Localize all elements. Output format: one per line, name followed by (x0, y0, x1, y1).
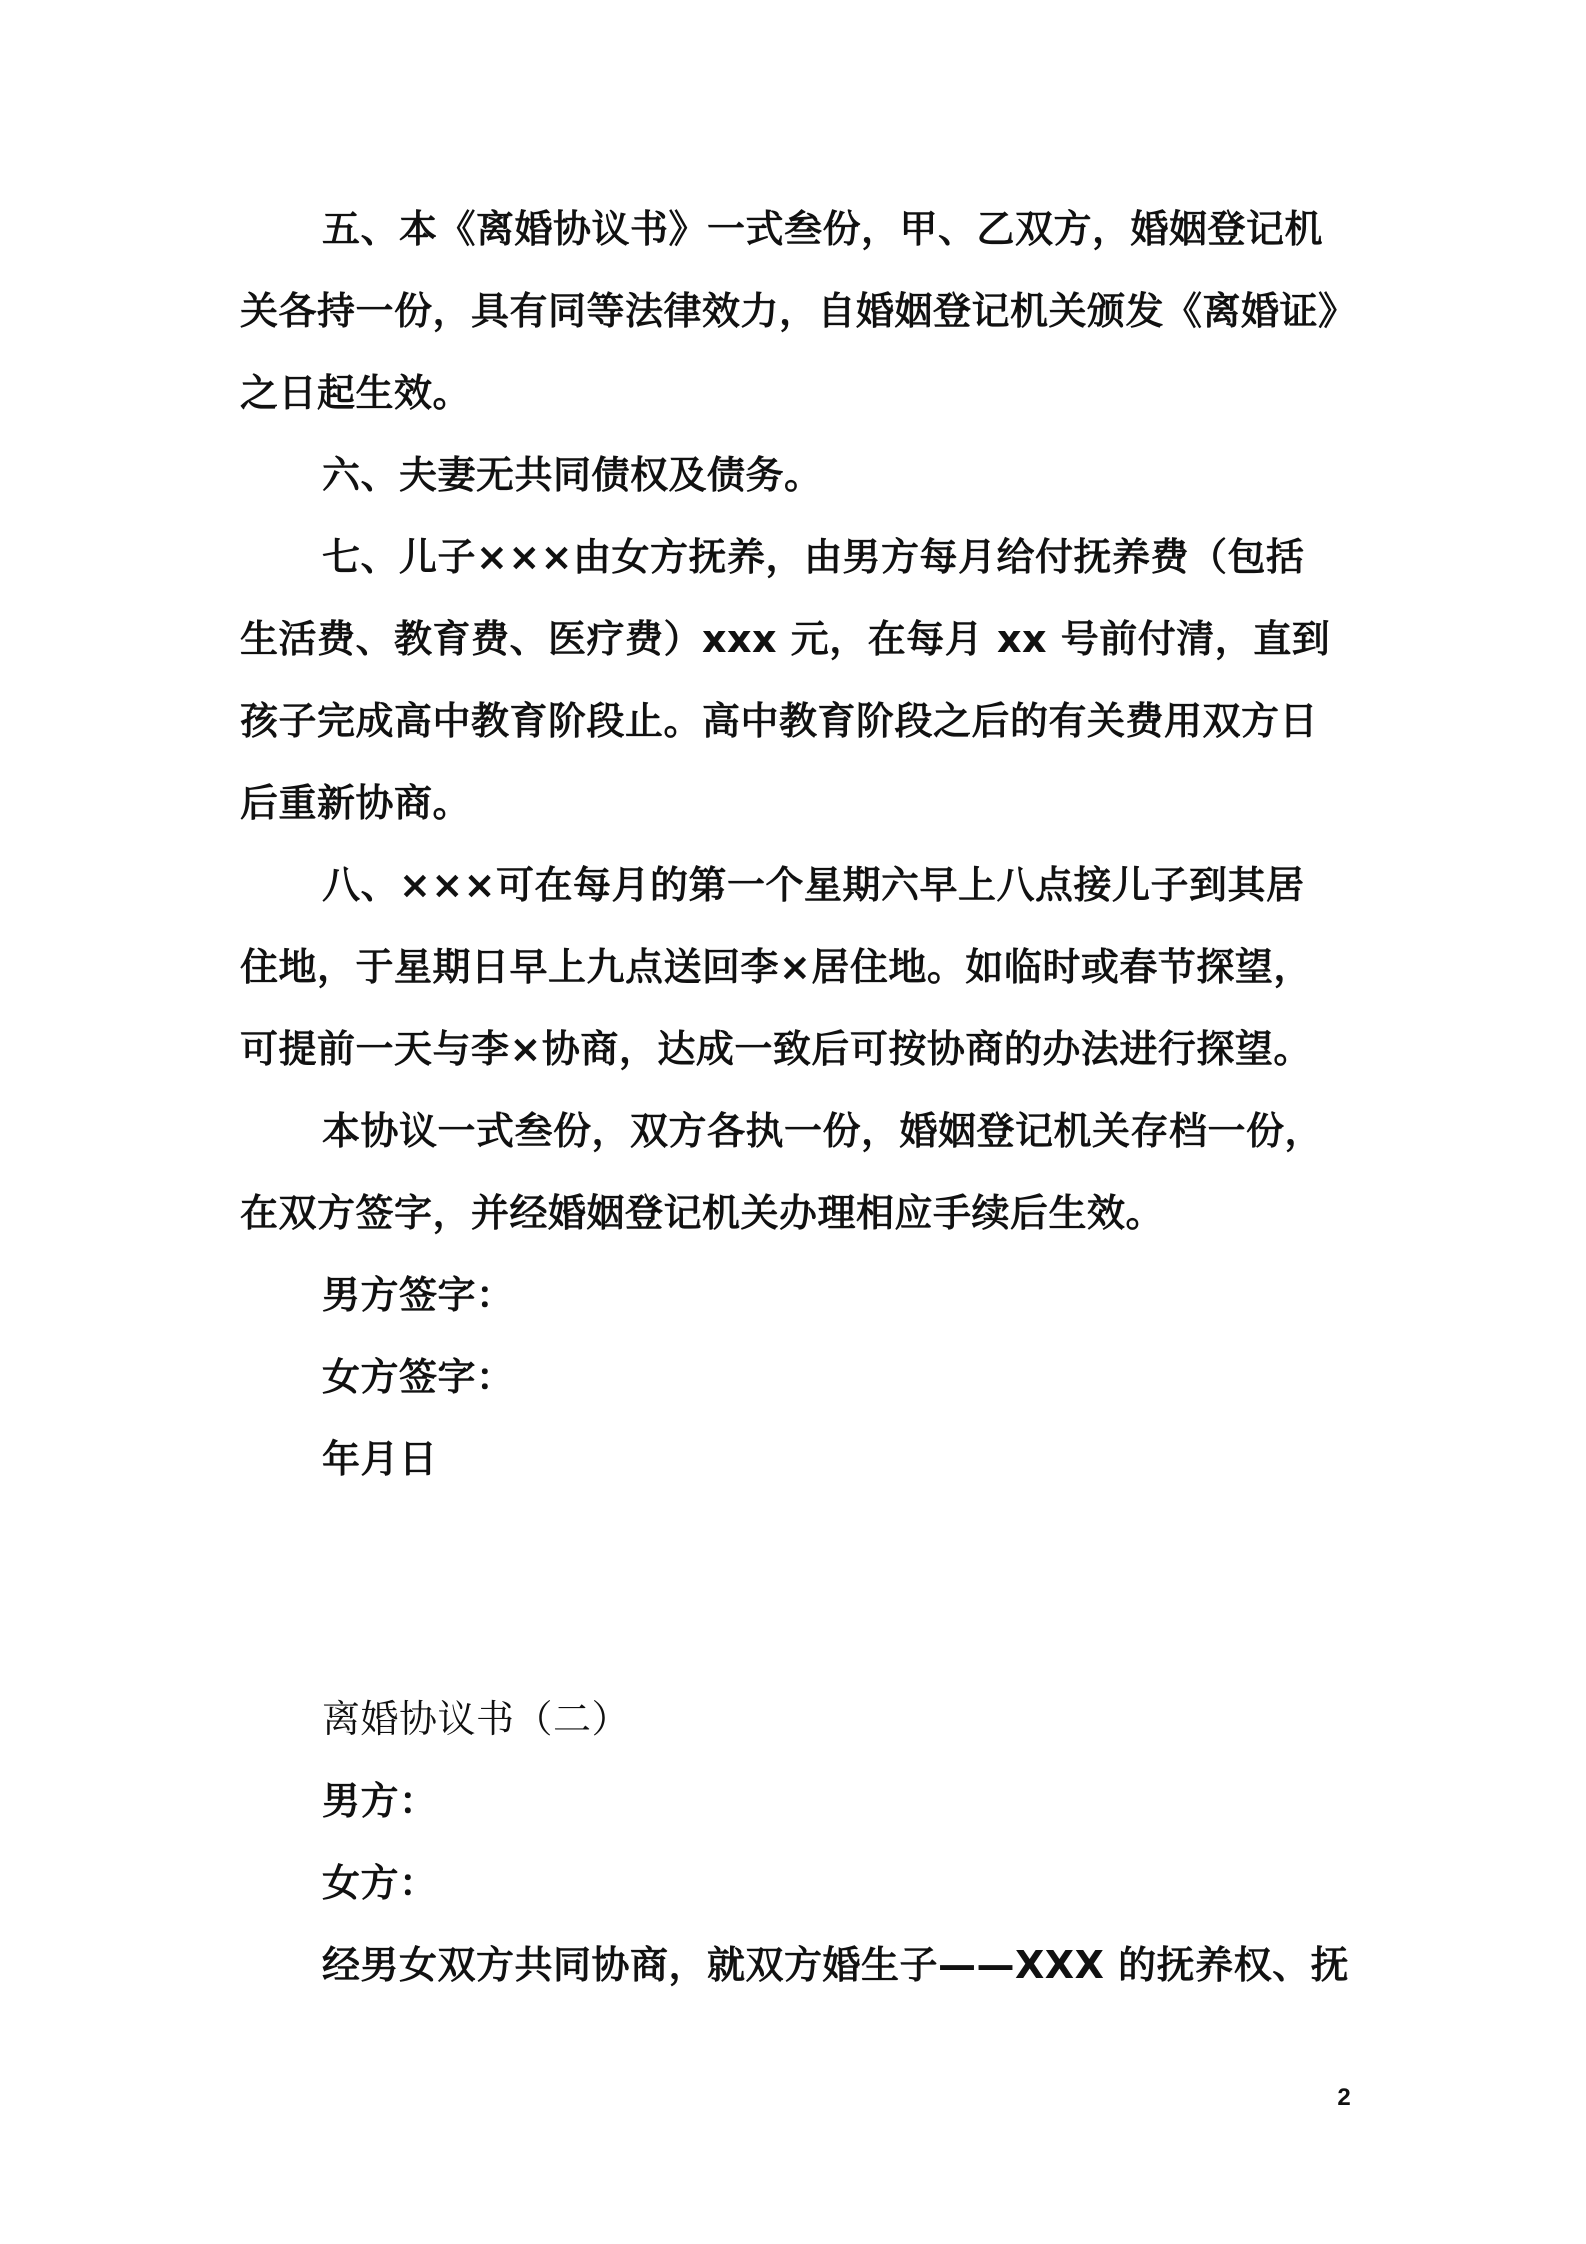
clause-seven-line-4: 后重新协商。 (240, 781, 472, 825)
clause-five-line-2: 关各持一份，具有同等法律效力，自婚姻登记机关颁发《离婚证》 (240, 289, 1357, 333)
clause-five-line-1: 五、本《离婚协议书》一式叁份，甲、乙双方，婚姻登记机 (322, 207, 1324, 251)
custody-agreement-intro: 经男女双方共同协商，就双方婚生子——XXX 的抚养权、抚 (322, 1943, 1350, 1987)
clause-seven-line-3: 孩子完成高中教育阶段止。高中教育阶段之后的有关费用双方日 (240, 699, 1319, 743)
clause-eight-line-2: 住地，于星期日早上九点送回李×居住地。如临时或春节探望， (240, 945, 1312, 989)
clause-eight-line-3: 可提前一天与李×协商，达成一致后可按协商的办法进行探望。 (240, 1027, 1312, 1071)
page-number: 2 (1337, 2084, 1351, 2111)
clause-five-line-3: 之日起生效。 (240, 371, 472, 415)
closing-clause-line-1: 本协议一式叁份，双方各执一份，婚姻登记机关存档一份， (322, 1109, 1324, 1153)
clause-eight-line-1: 八、×××可在每月的第一个星期六早上八点接儿子到其居 (322, 863, 1305, 907)
clause-seven-line-2: 生活费、教育费、医疗费）xxx 元，在每月 xx 号前付清，直到 (240, 617, 1331, 661)
date-label: 年月日 (322, 1437, 438, 1481)
female-signature-label: 女方签字： (322, 1355, 515, 1399)
male-party-label: 男方： (322, 1779, 438, 1823)
closing-clause-line-2: 在双方签字，并经婚姻登记机关办理相应手续后生效。 (240, 1191, 1165, 1235)
clause-six: 六、夫妻无共同债权及债务。 (322, 453, 823, 497)
female-party-label: 女方： (322, 1861, 438, 1905)
second-agreement-title: 离婚协议书（二） (322, 1697, 631, 1741)
male-signature-label: 男方签字： (322, 1273, 515, 1317)
clause-seven-line-1: 七、儿子×××由女方抚养，由男方每月给付抚养费（包括 (322, 535, 1305, 579)
